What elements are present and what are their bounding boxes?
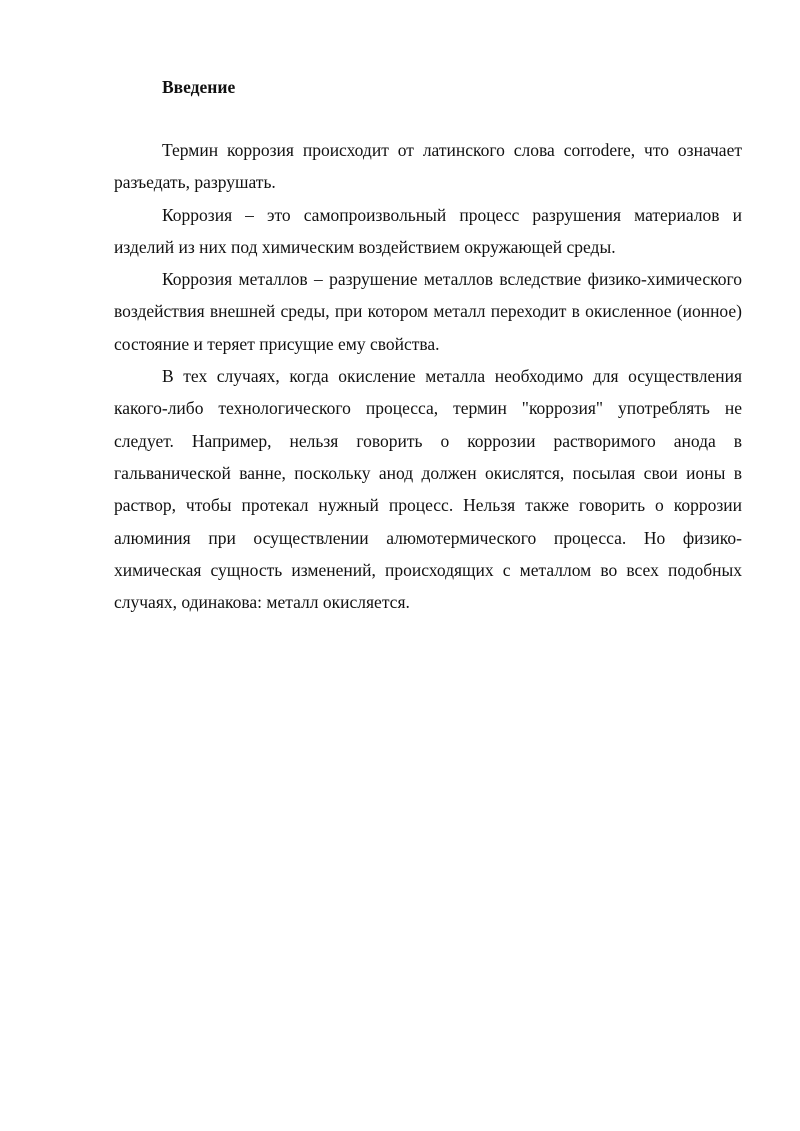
paragraph-metal-corrosion: Коррозия металлов – разрушение металлов вследствие физико-химического воздействия внешней среды, при котором металл переходит в окисленное (ионное) состояние и теряет присущие ему свойства. [114, 269, 742, 354]
document-body [114, 72, 742, 618]
paragraph-corrosion-definition: Коррозия – это самопроизвольный процесс разрушения материалов и изделий из них под химическим воздействием окружающей среды. [114, 204, 742, 257]
paragraph-exceptions: В тех случаях, когда окисление металла необходимо для осуществления какого-либо технологического процесса, термин "коррозия" употреблять не следует. Например, нельзя говорить о коррозии растворимого анода в гальванической ванне, поскольку анод должен окислятся, посылая свои ионы в раствор, чтобы протекал нужный процесс. Нельзя также говорить о коррозии алюминия при осуществлении алюмотермического процесса. Но физико-химическая сущность изменений, происходящих с металлом во всех подобных случаях, одинакова: металл окисляется. [114, 366, 742, 613]
paragraph-term-origin: Термин коррозия происходит от латинского слова corrodere, что означает разъедать, разрушать. [114, 140, 742, 193]
section-heading: Введение [162, 77, 236, 97]
